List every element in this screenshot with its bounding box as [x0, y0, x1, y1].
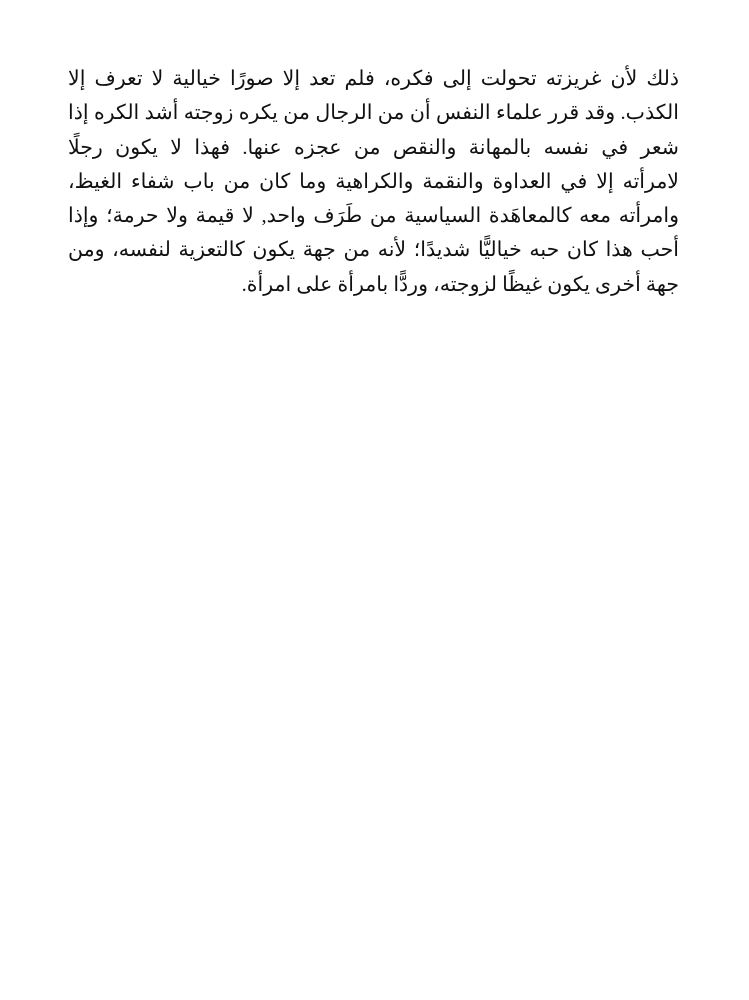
- text-line-5: وامرأته معه كالمعاهَدة السياسية من طَرَف واحد, لا قيمة ولا حرمة؛ وإذا: [68, 205, 679, 228]
- text-line-2: الكذب. وقد قرر علماء النفس أن من الرجال من يكره زوجته أشد الكره إذا: [68, 102, 679, 125]
- text-line-3: شعر في نفسه بالمهانة والنقص من عجزه عنها. فهذا لا يكون رجلًا: [68, 136, 679, 159]
- text-line-6: أحب هذا كان حبه خياليًّا شديدًا؛ لأنه من جهة يكون كالتعزية لنفسه، ومن: [68, 239, 679, 262]
- paragraph: [68, 62, 679, 302]
- text-line-4: لامرأته إلا في العداوة والنقمة والكراهية وما كان من باب شفاء الغيظ،: [68, 170, 679, 193]
- text-line-1: ذلك لأن غريزته تحولت إلى فكره، فلم تعد إلا صورًا خيالية لا تعرف إلا: [68, 68, 679, 90]
- text-line-7: جهة أخرى يكون غيظًا لزوجته، وردًّا بامرأة على امرأة.: [241, 273, 679, 296]
